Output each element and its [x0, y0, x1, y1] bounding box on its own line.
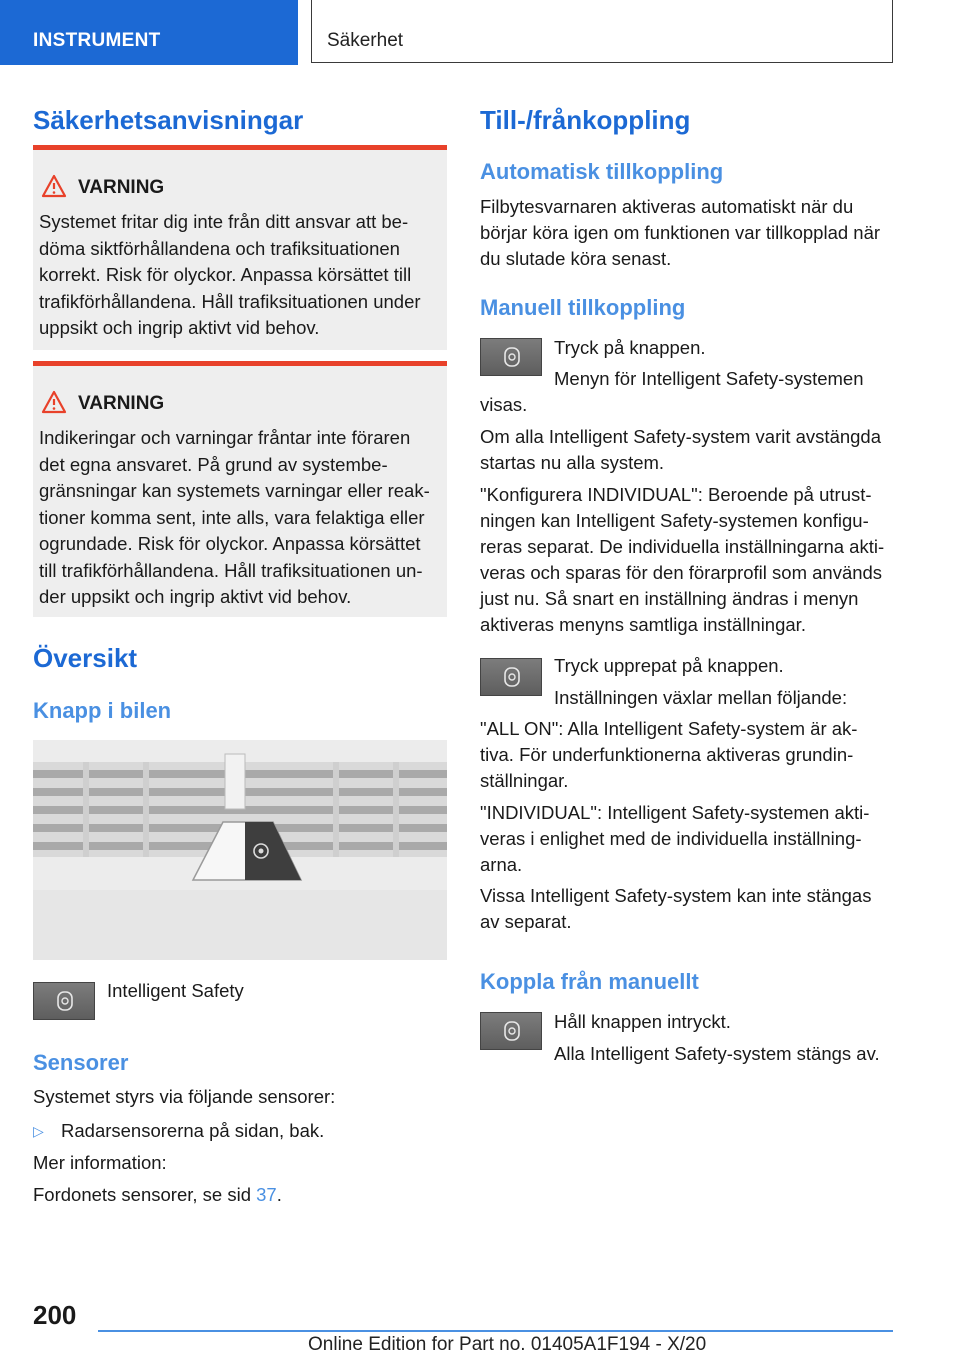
warning-label: VARNING — [78, 393, 165, 414]
warning-line: Indikeringar och varningar fråntar inte föraren — [39, 427, 411, 448]
safety-button-icon — [503, 667, 521, 687]
config-line: aktiveras menyns samtliga inställningar. — [480, 614, 806, 635]
manual-step: Tryck på knappen. — [554, 337, 706, 358]
key-caption: Intelligent Safety — [107, 980, 244, 1001]
subtitle-manual-off: Koppla från manuellt — [480, 969, 699, 994]
section-title-overview: Översikt — [33, 643, 138, 673]
config-line: ningen kan Intelligent Safety-systemen konfigu- — [480, 510, 869, 531]
repeat-step: Inställningen växlar mellan följande: — [554, 687, 848, 708]
warning-line: korrekt. Risk för olyckor. Anpassa körsättet till — [39, 264, 412, 285]
warning-line: trafikförhållandena. Håll trafiksituationen under — [39, 290, 421, 312]
warning-line: ogrundade. Risk för olyckor. Anpassa körsättet — [39, 533, 421, 554]
warning-box-2 — [33, 361, 447, 617]
footer-divider — [98, 1330, 893, 1332]
warning-icon — [41, 390, 67, 414]
manual-line: startas nu alla system. — [480, 452, 665, 473]
dashboard-grille-image — [33, 740, 447, 960]
config-line: veras och sparas för den förarprofil som används — [480, 562, 883, 583]
allon-line: tiva. För underfunktionerna aktiveras grundin- — [480, 744, 854, 765]
safety-button-icon — [503, 347, 521, 367]
repeat-step: Tryck upprepat på knappen. — [554, 655, 784, 676]
individual-line: veras i enlighet med de individuella inställning- — [480, 828, 862, 849]
warning-line: der uppsikt och ingrip aktivt vid behov. — [39, 586, 352, 607]
manual-step: Menyn för Intelligent Safety-systemen — [554, 368, 864, 389]
config-line: reras separat. De individuella inställningarna akti- — [480, 536, 885, 557]
reference-end: . — [276, 1184, 282, 1205]
sensors-intro: Systemet styrs via följande sensorer: — [33, 1086, 336, 1107]
edition-text: Online Edition for Part no. 01405A1F194 - X/20 — [308, 1334, 707, 1355]
vissa-line: av separat. — [480, 911, 572, 932]
section-label: INSTRUMENT — [33, 30, 161, 51]
more-info: Mer information: — [33, 1152, 167, 1173]
safety-button-icon — [503, 1021, 521, 1041]
off-step: Håll knappen intryckt. — [554, 1011, 731, 1032]
safety-button-icon — [56, 991, 74, 1011]
safety-key-icon — [480, 658, 542, 696]
sensor-reference — [33, 1182, 282, 1208]
intelligent-safety-key-icon — [33, 982, 95, 1020]
off-step: Alla Intelligent Safety-system stängs av. — [554, 1043, 880, 1064]
safety-key-icon — [480, 1012, 542, 1050]
warning-line: uppsikt och ingrip aktivt vid behov. — [39, 317, 320, 338]
auto-line: börjar köra igen om funktionen var tillkopplad när — [480, 222, 881, 243]
page-link[interactable]: 37 — [256, 1184, 277, 1205]
auto-line: du slutade köra senast. — [480, 248, 672, 269]
warning-line: tioner komma sent, inte alls, vara felaktiga eller — [39, 506, 425, 528]
warning-line: döma siktförhållandena och trafiksituationen — [39, 237, 400, 259]
dashboard-button-photo — [33, 740, 447, 960]
subtitle-button-in-car: Knapp i bilen — [33, 698, 172, 723]
warning-line: Systemet fritar dig inte från ditt ansvar att be- — [39, 211, 409, 232]
chapter-label: Säkerhet — [327, 30, 404, 51]
allon-line: ställningar. — [480, 770, 569, 791]
subtitle-auto-on: Automatisk tillkoppling — [480, 159, 724, 184]
sensors-bullet: Radarsensorerna på sidan, bak. — [61, 1120, 325, 1141]
config-line: "Konfigurera INDIVIDUAL": Beroende på utrust- — [480, 484, 872, 505]
section-title-on-off: Till-/frånkoppling — [480, 105, 691, 135]
manual-step: visas. — [480, 394, 528, 415]
warning-icon — [41, 174, 67, 198]
individual-line: arna. — [480, 854, 523, 875]
reference-text: Fordonets sensorer, se sid — [33, 1184, 257, 1205]
vissa-line: Vissa Intelligent Safety-system kan inte stängas — [480, 885, 872, 906]
warning-label: VARNING — [78, 177, 165, 198]
safety-key-icon — [480, 338, 542, 376]
section-tab — [0, 0, 298, 65]
page-number: 200 — [33, 1300, 77, 1330]
auto-line: Filbytesvarnaren aktiveras automatiskt när du — [480, 196, 854, 217]
warning-line: gränsningar kan systemets varningar eller reak- — [39, 480, 430, 501]
subtitle-manual-on: Manuell tillkoppling — [480, 295, 686, 320]
allon-line: "ALL ON": Alla Intelligent Safety-system är ak- — [480, 718, 858, 739]
chapter-tab — [311, 0, 893, 63]
section-title-safety: Säkerhetsanvisningar — [33, 105, 304, 135]
warning-box-1 — [33, 145, 447, 350]
manual-line: Om alla Intelligent Safety-system varit avstängda — [480, 426, 882, 447]
warning-line: till trafikförhållandena. Håll trafiksituationen un- — [39, 559, 423, 581]
bullet-arrow-icon: ▷ — [33, 1123, 44, 1139]
subtitle-sensors: Sensorer — [33, 1050, 129, 1075]
config-line: just nu. Så snart en inställning ändras i menyn — [480, 588, 859, 609]
individual-line: "INDIVIDUAL": Intelligent Safety-systemen akti- — [480, 802, 870, 823]
warning-line: det egna ansvaret. På grund av systembe- — [39, 453, 388, 475]
